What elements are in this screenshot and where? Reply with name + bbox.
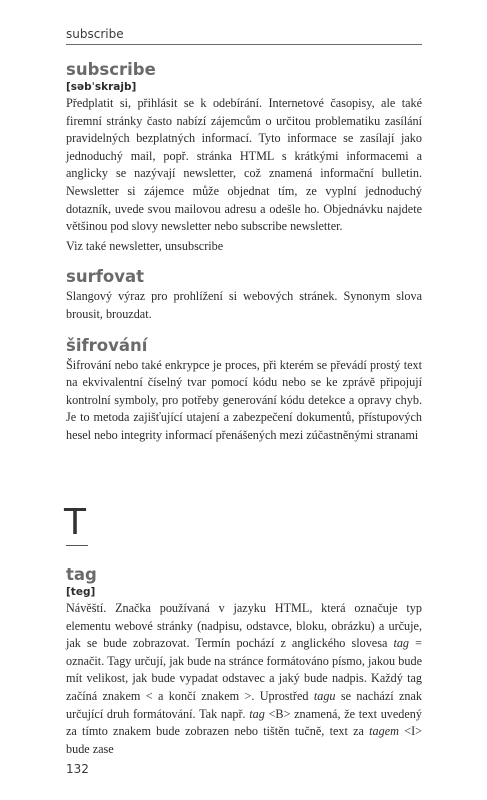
- definition-italic: tag: [249, 706, 265, 721]
- page-number: 132: [66, 762, 89, 776]
- definition-italic: tag: [393, 636, 410, 651]
- entry-definition: Šifrování nebo také enkrypce je proces, při kterém se převádí prostý text na ekvivalentní číselný tvar pomocí kódu nebo se ke zprávě připojují kontrolní symboly, pro potřeby generování kódu detekce a opravy chyb. Je to metoda zajišťující utajení a zabezpečení dokumentů, přístupových hesel nebo integrity informací přenášených mezi zúčastněnými stranami: [66, 357, 422, 442]
- header-rule: [66, 44, 422, 45]
- entry-definition: Slangový výraz pro prohlížení si webových stránek. Synonym slova brousit, brouzdat.: [66, 289, 422, 321]
- entries-section-t: [66, 564, 422, 758]
- entry-term: tag: [66, 565, 97, 584]
- definition-text: se nachází znak určující druh formátování. Tak např.: [66, 688, 422, 721]
- dictionary-entry-subscribe: [66, 59, 422, 255]
- dictionary-entry-surfovat: [66, 266, 422, 323]
- entry-definition: Předplatit si, přihlásit se k odebírání. Internetové časopisy, ale také firemní stránky často nabízí zájemcům o určitou problematiku zasílání pravidelných bezplatných informací. Tyto informace se zasílají jako jednoduchý mail, popř. stránka HTML s krátkými informacemi a anglicky se nazývají newsletter, což znamená informační bulletin. Newsletter si zájemce může objednat tím, ze vyplní jednoduchý dotazník, uvede svou mailovou adresu a odešle ho. Objednávku najdete většinou pod slovy newsletter nebo subscribe newsletter.: [66, 96, 422, 234]
- entry-term: surfovat: [66, 267, 144, 287]
- section-letter: T: [64, 502, 86, 543]
- entries-section-s: [66, 59, 422, 445]
- entry-see-also: Viz také newsletter, unsubscribe: [66, 238, 224, 253]
- definition-text: Návěští. Značka používaná v jazyku HTML, která označuje typ elementu webové stránky (nadpisu, odstavce, bloku, obrázku) a určuje, jak se bude zobrazovat. Termín pochází z anglického slovesa: [66, 601, 422, 651]
- definition-text: <B> znamená, že text uvedený za tímto znakem bude zobrazen nebo tištěn tučně, text za: [66, 706, 422, 739]
- definition-text: = označit. Tagy určují, jak bude na stránce formátováno písmo, jakou bude mít velikost, jak bude vypadat odstavec a jaký bude nadpis. Každý tag začíná znakem < a končí znakem >. Uprostřed: [66, 636, 422, 703]
- section-rule: [66, 545, 88, 546]
- entry-term: subscribe: [66, 60, 156, 79]
- running-head: subscribe: [66, 27, 124, 41]
- entry-term: šifrování: [66, 335, 148, 355]
- definition-italic: tagu: [313, 688, 336, 703]
- entry-definition: [66, 600, 422, 758]
- dictionary-entry-tag: [66, 564, 422, 758]
- dictionary-entry-sifrovani: [66, 335, 422, 445]
- entry-pronunciation: [teg]: [66, 586, 96, 598]
- definition-italic: tagem: [369, 724, 399, 739]
- entry-pronunciation: [səbˈskrajb]: [66, 81, 137, 93]
- definition-text: <I> bude zase: [66, 724, 422, 756]
